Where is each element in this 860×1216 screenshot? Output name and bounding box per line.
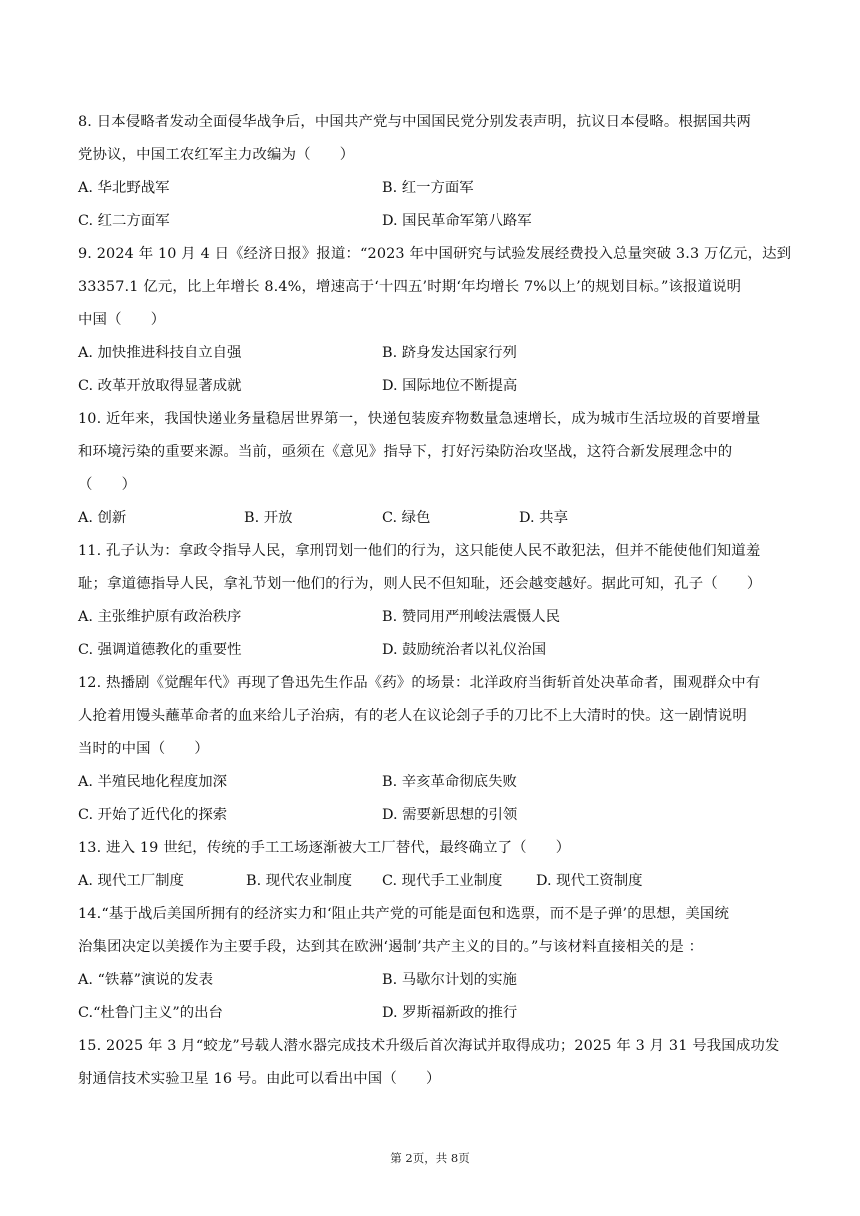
question-14-stem-line-2: 治集团决定以美援作为主要手段，达到其在欧洲‘遏制’共产主义的目的。”与该材料直接相关的是 ： — [78, 939, 704, 955]
question-8-stem-line-1: 8. 日本侵略者发动全面侵华战争后，中国共产党与中国国民党分别发表声明，抗议日本侵略。根据国共两 — [78, 114, 752, 130]
question-15-stem-line-2: 射通信技术实验卫星 16 号。由此可以看出中国（ ） — [78, 1071, 441, 1087]
question-14-option-d: D. 罗斯福新政的推行 — [382, 1005, 518, 1021]
question-12-option-d: D. 需要新思想的引领 — [382, 807, 518, 823]
question-8-option-b: B. 红一方面军 — [382, 180, 474, 196]
question-9-stem-line-1: 9. 2024 年 10 月 4 日《经济日报》报道：“2023 年中国研究与试验发展经费投入总量突破 3.3 万亿元，达到 — [78, 246, 792, 262]
question-11-option-b: B. 赞同用严刑峻法震慑人民 — [382, 609, 561, 625]
question-10-option-b: B. 开放 — [244, 510, 293, 526]
question-13-option-a: A. 现代工厂制度 — [78, 873, 184, 889]
question-12-stem-line-2: 人抢着用馒头蘸革命者的血来给儿子治病，有的老人在议论刽子手的刀比不上大清时的快。这一剧情说明 — [78, 708, 747, 724]
question-13-option-c: C. 现代手工业制度 — [382, 873, 503, 889]
question-9-stem-line-2: 33357.1 亿元，比上年增长 8.4%，增速高于‘十四五’时期‘年均增长 7%以上’的规划目标。”该报道说明 — [78, 279, 742, 295]
question-13-option-d: D. 现代工资制度 — [536, 873, 643, 889]
question-10-option-d: D. 共享 — [519, 510, 568, 526]
question-12-stem-line-3: 当时的中国（ ） — [78, 741, 209, 757]
question-10-stem-line-3: （ ） — [78, 477, 137, 493]
question-13-option-b: B. 现代农业制度 — [246, 873, 353, 889]
question-14-option-b: B. 马歇尔计划的实施 — [382, 972, 517, 988]
question-11-stem-line-2: 耻；拿道德指导人民，拿礼节划一他们的行为，则人民不但知耻，还会越变越好。据此可知，孔子（ ） — [78, 576, 762, 592]
question-10-option-c: C. 绿色 — [382, 510, 431, 526]
question-10-stem-line-1: 10. 近年来，我国快递业务量稳居世界第一，快递包装废弃物数量急速增长，成为城市生活垃圾的首要增量 — [78, 411, 761, 427]
question-9-option-d: D. 国际地位不断提高 — [382, 378, 518, 394]
question-9-option-b: B. 跻身发达国家行列 — [382, 345, 517, 361]
question-9-stem-line-3: 中国（ ） — [78, 312, 166, 328]
question-10-option-a: A. 创新 — [78, 510, 127, 526]
question-8-option-c: C. 红二方面军 — [78, 213, 170, 229]
question-11-stem-line-1: 11. 孔子认为：拿政令指导人民，拿刑罚划一他们的行为，这只能使人民不敢犯法，但并不能使他们知道羞 — [78, 543, 761, 559]
question-9-option-c: C. 改革开放取得显著成就 — [78, 378, 242, 394]
page-footer: 第 2页，共 8页 — [390, 1151, 470, 1165]
question-11-option-d: D. 鼓励统治者以礼仪治国 — [382, 642, 547, 658]
question-12-option-b: B. 辛亥革命彻底失败 — [382, 774, 517, 790]
question-14-option-a: A. “铁幕”演说的发表 — [78, 972, 213, 988]
question-12-option-c: C. 开始了近代化的探索 — [78, 807, 228, 823]
question-8-stem-line-2: 党协议，中国工农红军主力改编为（ ） — [78, 147, 355, 163]
question-14-option-c: C.“杜鲁门主义”的出台 — [78, 1005, 223, 1021]
question-8-option-a: A. 华北野战军 — [78, 180, 170, 196]
question-9-option-a: A. 加快推进科技自立自强 — [78, 345, 242, 361]
question-10-stem-line-2: 和环境污染的重要来源。当前，亟须在《意见》指导下，打好污染防治攻坚战，这符合新发展理念中的 — [78, 444, 733, 460]
question-8-option-d: D. 国民革命军第八路军 — [382, 213, 532, 229]
question-12-stem-line-1: 12. 热播剧《觉醒年代》再现了鲁迅先生作品《药》的场景：北洋政府当街斩首处决革命者，围观群众中有 — [78, 675, 761, 691]
question-14-stem-line-1: 14.“基于战后美国所拥有的经济实力和‘阻止共产党的可能是面包和选票，而不是子弹’的思想，美国统 — [78, 906, 730, 922]
question-11-option-a: A. 主张维护原有政治秩序 — [78, 609, 242, 625]
question-15-stem-line-1: 15. 2025 年 3 月“蛟龙”号载人潜水器完成技术升级后首次海试并取得成功；2025 年 3 月 31 号我国成功发 — [78, 1038, 780, 1054]
question-11-option-c: C. 强调道德教化的重要性 — [78, 642, 242, 658]
question-12-option-a: A. 半殖民地化程度加深 — [78, 774, 228, 790]
question-13-stem-line-1: 13. 进入 19 世纪，传统的手工工场逐渐被大工厂替代，最终确立了（ ） — [78, 840, 571, 856]
